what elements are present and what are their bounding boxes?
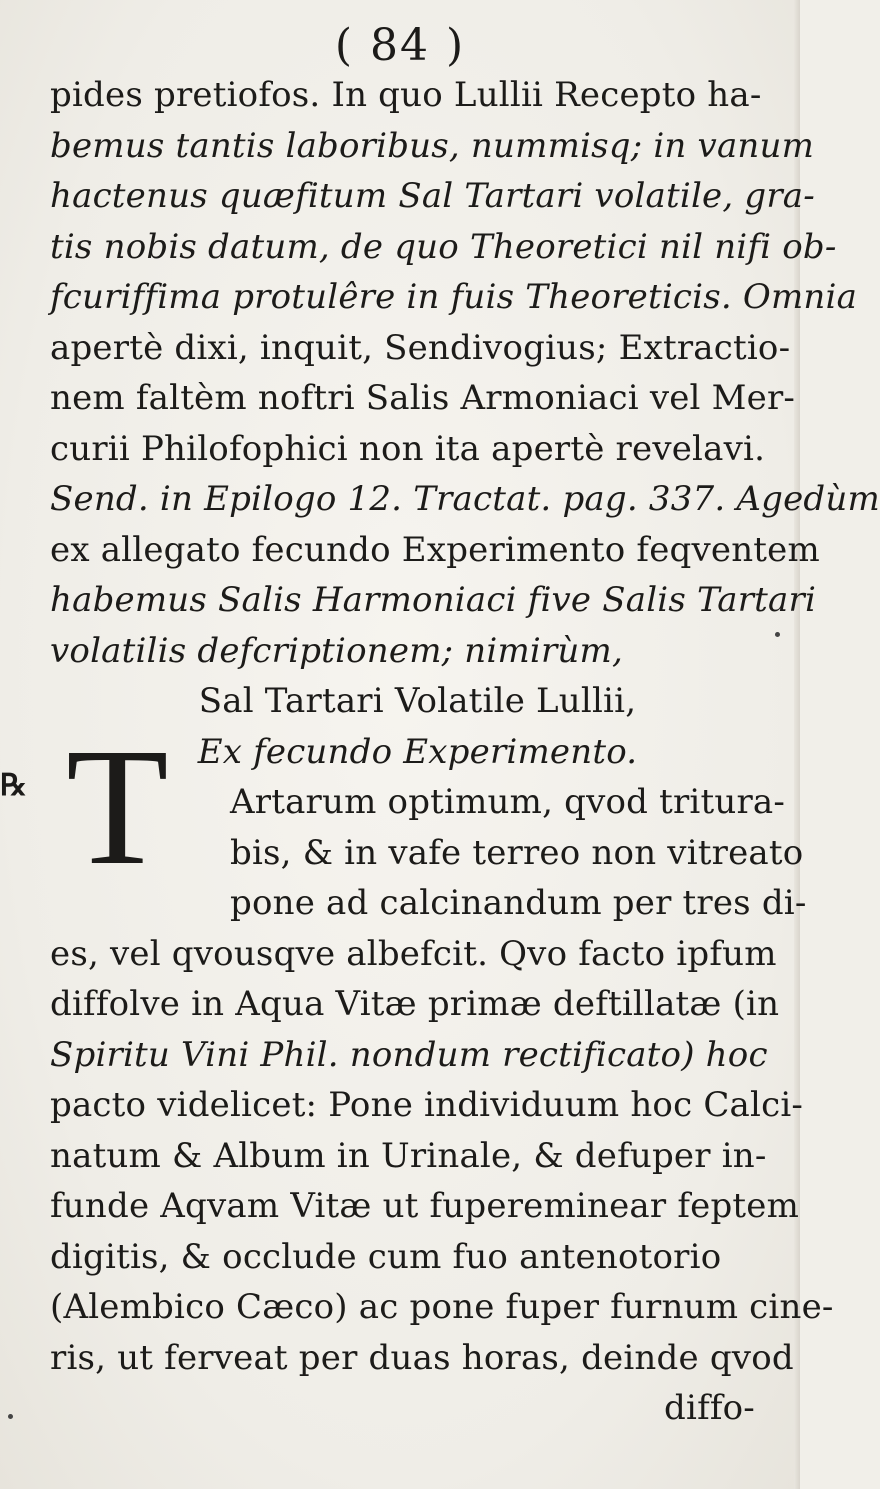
text-line	[50, 1131, 785, 1182]
text-line	[50, 1080, 804, 1131]
line-19: diffolve in Aqua Vitæ primæ deftillatæ (in	[50, 984, 780, 1024]
text-line	[50, 171, 815, 222]
text-line	[50, 575, 817, 626]
line-22: natum & Album in Urinale, & defuper in-	[50, 1135, 767, 1176]
text-line	[50, 979, 785, 1030]
line-7: nem faltèm noftri Salis Armoniaci vel Mer-	[50, 378, 796, 418]
text-line	[50, 1333, 794, 1384]
text-line	[50, 1181, 800, 1232]
line-24: digitis, & occlude cum fuo antenotorio	[50, 1236, 722, 1277]
text-line	[50, 929, 785, 980]
catchword-line	[50, 1383, 785, 1434]
text-line	[50, 70, 785, 121]
line-8: curii Philofophici non ita apertè revelavi.	[50, 428, 766, 469]
line-5: fcuriffima protulêre in fuis Theoreticis. Omnia	[50, 277, 858, 317]
line-9: Send. in Epilogo 12. Tractat. pag. 337. Agedùm	[50, 479, 880, 519]
text-line	[50, 1030, 785, 1081]
line-1: pides pretiofos. In quo Lullii Recepto ha-	[50, 75, 762, 115]
text-line	[50, 1282, 834, 1333]
page-number: ( 84 )	[334, 20, 466, 71]
recipe-symbol: ℞	[0, 768, 27, 803]
line-20: Spiritu Vini Phil. nondum rectificato) hoc	[50, 1034, 768, 1075]
drop-cap	[58, 714, 169, 900]
line-10: ex allegato fecundo Experimento feqventem	[50, 529, 820, 570]
line-16: bis, & in vafe terreo non vitreato	[230, 832, 804, 873]
line-12: volatilis defcriptionem; nimirùm,	[50, 630, 623, 671]
line-2: bemus tantis laboribus, nummisq; in vanum	[50, 125, 815, 166]
text-line	[50, 222, 837, 273]
text-line	[50, 373, 796, 424]
line-14: Ex fecundo Experimento.	[197, 731, 638, 772]
line-23: funde Aqvam Vitæ ut fupereminear feptem	[50, 1186, 800, 1226]
ink-speck	[8, 1414, 13, 1419]
text-line	[50, 1232, 785, 1283]
line-17: pone ad calcinandum per tres di-	[230, 883, 807, 923]
line-3: hactenus quæfitum Sal Tartari volatile, gra-	[50, 176, 815, 216]
line-13: Sal Tartari Volatile Lullii,	[198, 681, 637, 721]
page-edge	[794, 0, 800, 1489]
line-18: es, vel qvousqve albefcit. Qvo facto ipfum	[50, 933, 777, 974]
line-6: apertè dixi, inquit, Sendivogius; Extractio-	[50, 327, 791, 368]
text-line	[50, 272, 858, 323]
catchword: diffo-	[664, 1388, 755, 1428]
line-26: ris, ut ferveat per duas horas, deinde qvod	[50, 1337, 794, 1378]
drop-cap-letter: T	[66, 714, 169, 900]
line-21: pacto videlicet: Pone individuum hoc Calci-	[50, 1085, 804, 1125]
text-line	[50, 626, 785, 677]
line-15: Artarum optimum, qvod tritura-	[230, 782, 786, 822]
text-line	[50, 424, 785, 475]
line-11: habemus Salis Harmoniaci five Salis Tartari	[50, 580, 817, 620]
line-25: (Alembico Cæco) ac pone fuper furnum cine-	[50, 1287, 834, 1327]
line-4: tis nobis datum, de quo Theoretici nil nifi ob-	[50, 226, 837, 267]
ink-speck	[775, 632, 780, 637]
text-line	[50, 323, 791, 374]
text-line	[50, 525, 820, 576]
text-line	[50, 121, 815, 172]
text-line	[50, 474, 880, 525]
